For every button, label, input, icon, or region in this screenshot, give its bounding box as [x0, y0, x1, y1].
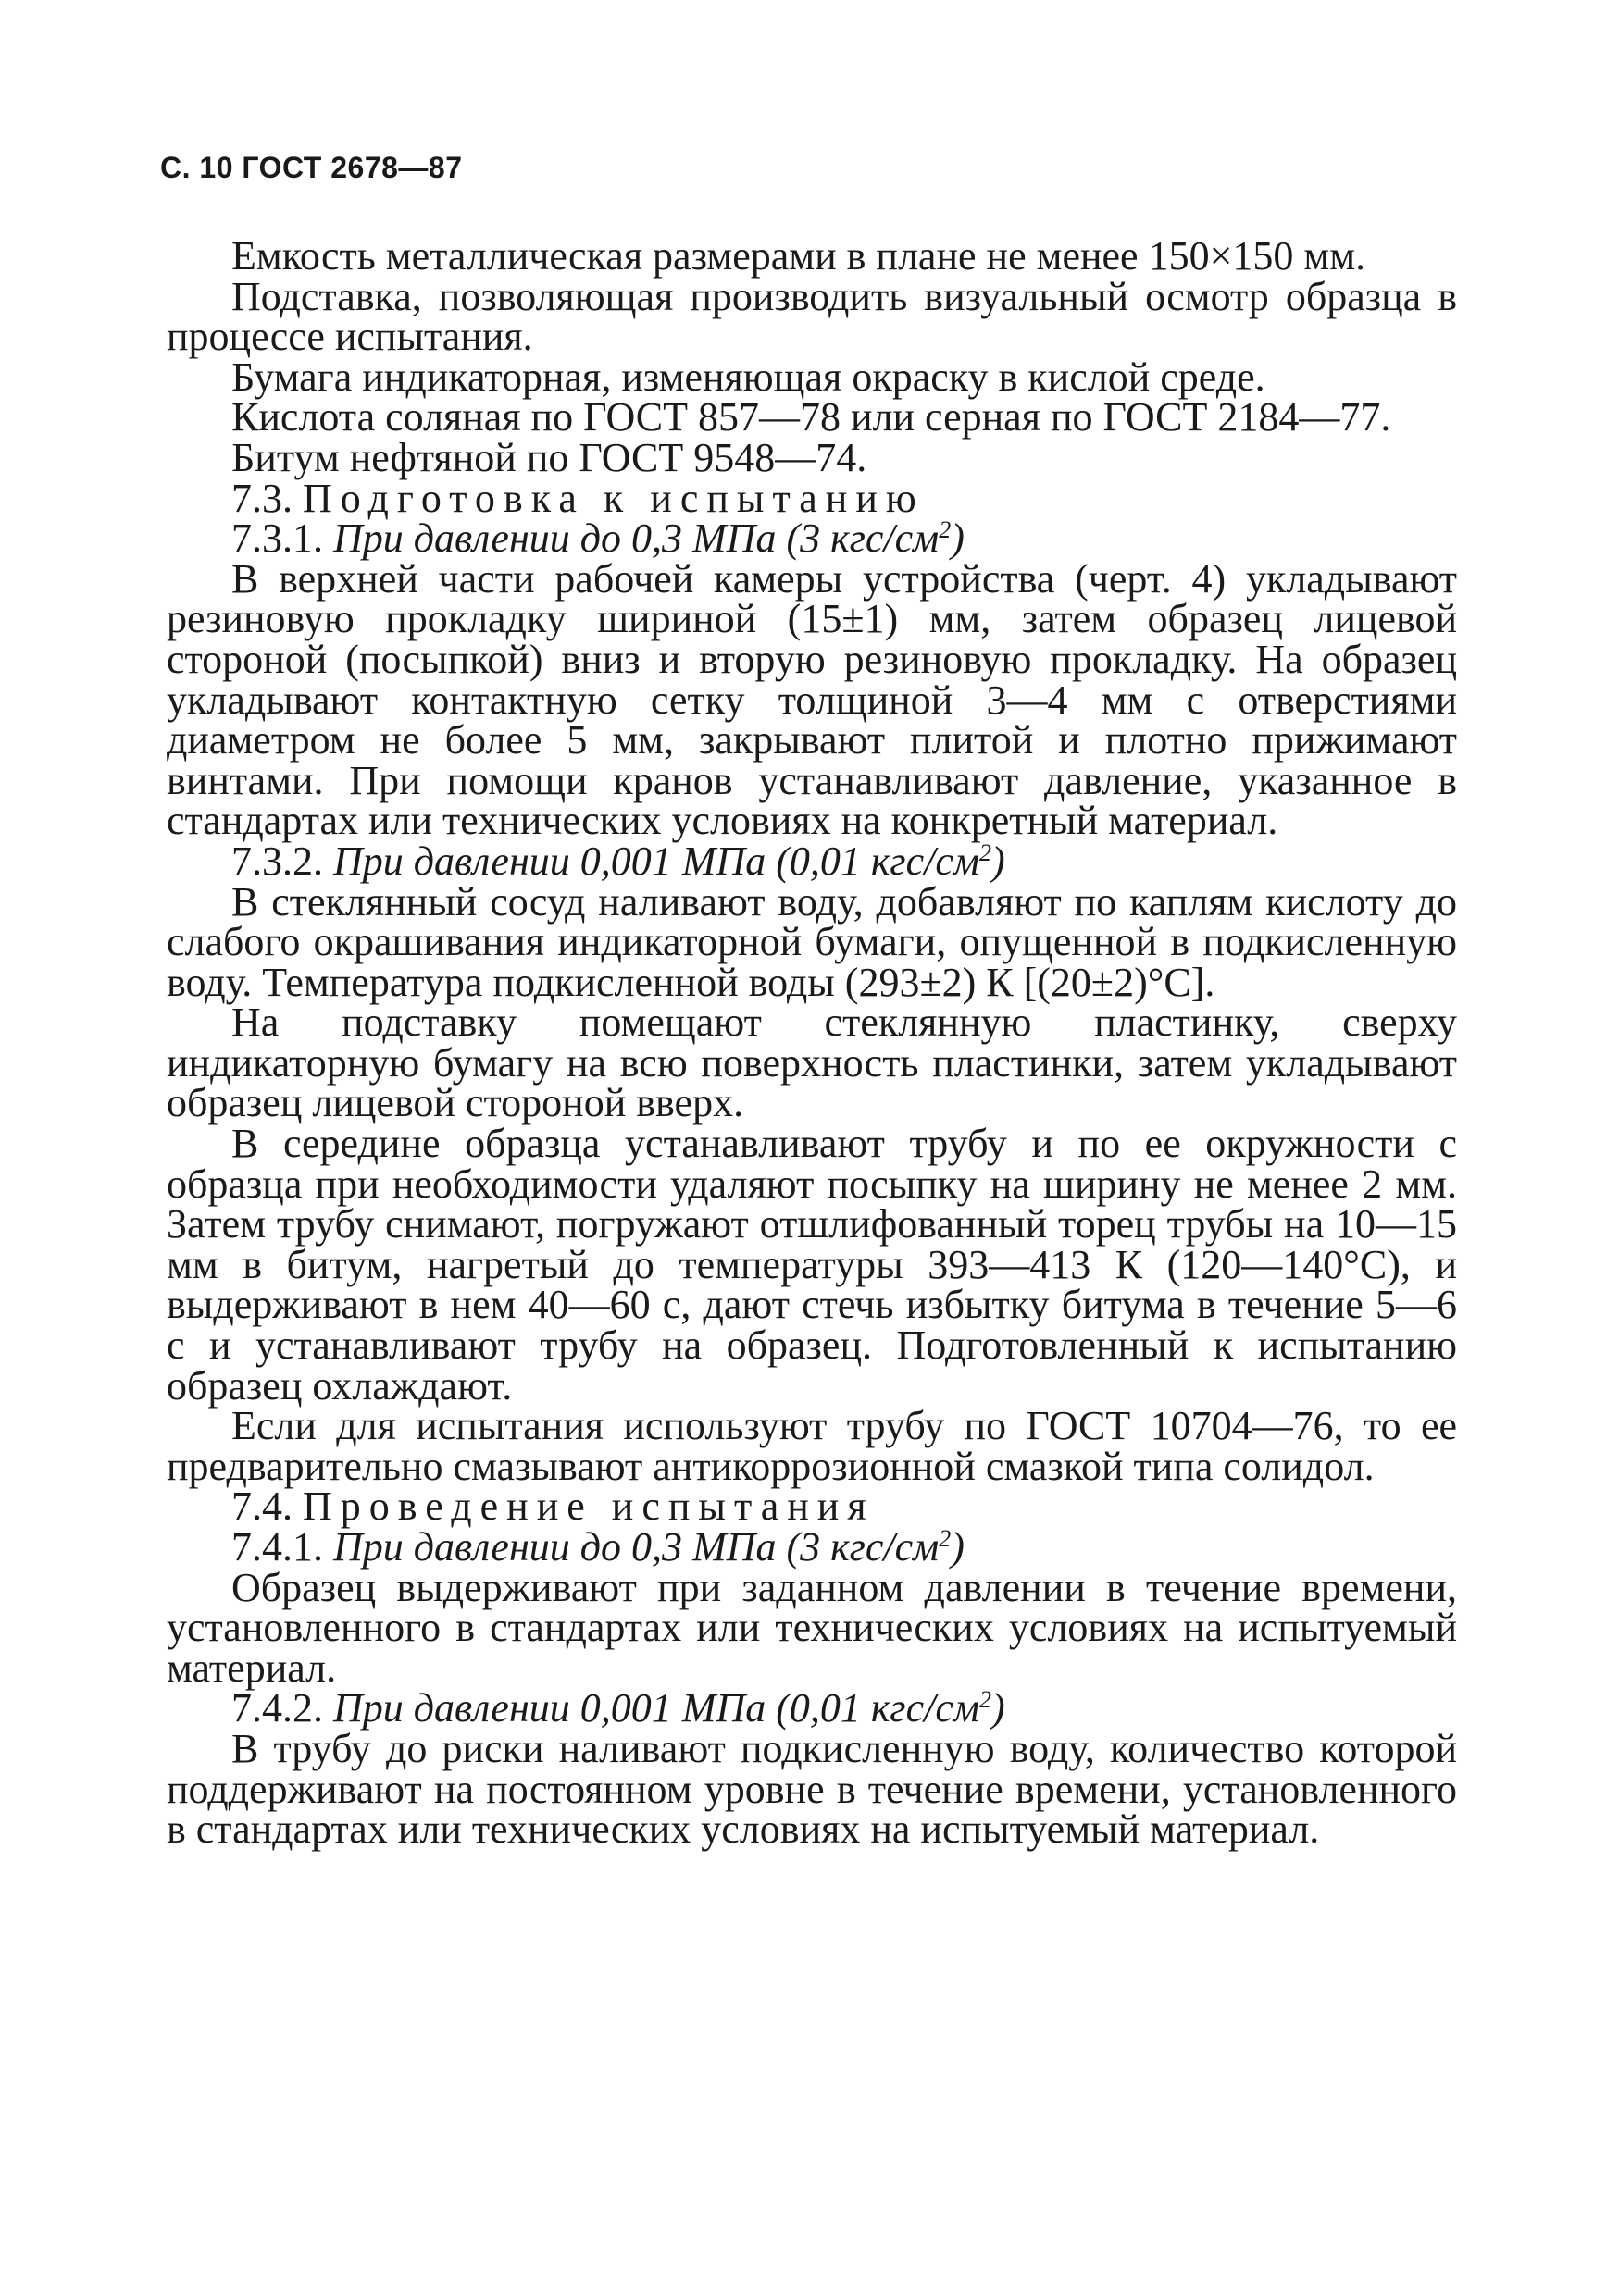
page-header: [160, 151, 463, 185]
subsection-number: 7.3.1.: [231, 515, 323, 562]
subsection-title: При давлении 0,001 МПа (0,01 кгс/$см^2$): [333, 1685, 1005, 1731]
section-heading-7-3: [167, 475, 1457, 521]
paragraph: Емкость металлическая размерами в плане не менее 150×150 мм.: [231, 233, 1366, 279]
section-heading-7-4: [167, 1483, 1457, 1530]
section-title: Проведение испытания: [303, 1483, 875, 1530]
paragraph: В стеклянный сосуд наливают воду, добавляют по каплям кислоту до слабого окрашивания индикаторной бумаги, опущенной в подкисленную воду. Температура подкисленной воды (293±2) К [(20±2)°С].: [167, 878, 1457, 1005]
subsection-heading-7-4-2: [167, 1685, 1457, 1731]
paragraph: В трубу до риски наливают подкисленную воду, количество которой поддерживают на постоянном уровне в течение времени, установленного в стандартах или технических условиях на испытуемый материал.: [167, 1725, 1457, 1853]
subsection-title: При давлении до 0,3 МПа (3 кгс/$см^2$): [333, 1524, 965, 1570]
subsection-title: При давлении до 0,3 МПа (3 кгс/$см^2$): [333, 515, 965, 562]
subsection-number: 7.4.2.: [231, 1685, 323, 1731]
subsection-heading-7-4-1: [167, 1524, 1457, 1570]
subsection-number: 7.4.1.: [231, 1524, 323, 1570]
subsection-number: 7.3.2.: [231, 838, 323, 884]
paragraph: Если для испытания используют трубу по ГОСТ 10704—76, то ее предварительно смазывают антикоррозионной смазкой типа солидол.: [167, 1403, 1457, 1489]
document-body: [167, 233, 1457, 1853]
standard-designation: ГОСТ 2678—87: [242, 151, 463, 184]
paragraph: Образец выдерживают при заданном давлении в течение времени, установленного в стандартах или технических условиях на испытуемый материал.: [167, 1564, 1457, 1691]
paragraph: Кислота соляная по ГОСТ 857—78 или серная по ГОСТ 2184—77.: [231, 394, 1391, 441]
subsection-heading-7-3-2: [167, 838, 1457, 884]
paragraph: Бумага индикаторная, изменяющая окраску в кислой среде.: [231, 354, 1265, 400]
page-number: С. 10: [160, 151, 233, 184]
subsection-title: При давлении 0,001 МПа (0,01 кгс/$см^2$): [333, 838, 1005, 884]
paragraph: В верхней части рабочей камеры устройства (черт. 4) укладывают резиновую прокладку шириной (15±1) мм, затем образец лицевой стороной (посыпкой) вниз и вторую резиновую прокладку. На образец укладывают контактную сетку толщиной 3—4 мм с отверстиями диаметром не более 5 мм, закрывают плитой и плотно прижимают винтами. При помощи кранов устанавливают давление, указанное в стандартах или технических условиях на конкретный материал.: [167, 555, 1457, 844]
paragraph: Битум нефтяной по ГОСТ 9548—74.: [231, 434, 867, 480]
paragraph: Подставка, позволяющая производить визуальный осмотр образца в процессе испытания.: [167, 273, 1457, 360]
paragraph: В середине образца устанавливают трубу и по ее окружности с образца при необходимости удаляют посыпку на ширину не менее 2 мм. Затем трубу снимают, погружают отшлифованный торец трубы на 10—15 мм в битум, нагретый до температуры 393—413 К (120—140°С), и выдерживают в нем 40—60 с, дают стечь избытку битума в течение 5—6 с и устанавливают трубу на образец. Подготовленный к испытанию образец охлаждают.: [167, 1121, 1457, 1409]
section-number: 7.4.: [231, 1483, 293, 1530]
section-number: 7.3.: [231, 475, 293, 521]
section-title: Подготовка к испытанию: [303, 475, 925, 521]
subsection-heading-7-3-1: [167, 515, 1457, 562]
paragraph: На подставку помещают стеклянную пластинку, сверху индикаторную бумагу на всю поверхность пластинки, затем укладывают образец лицевой стороной вверх.: [167, 999, 1457, 1126]
